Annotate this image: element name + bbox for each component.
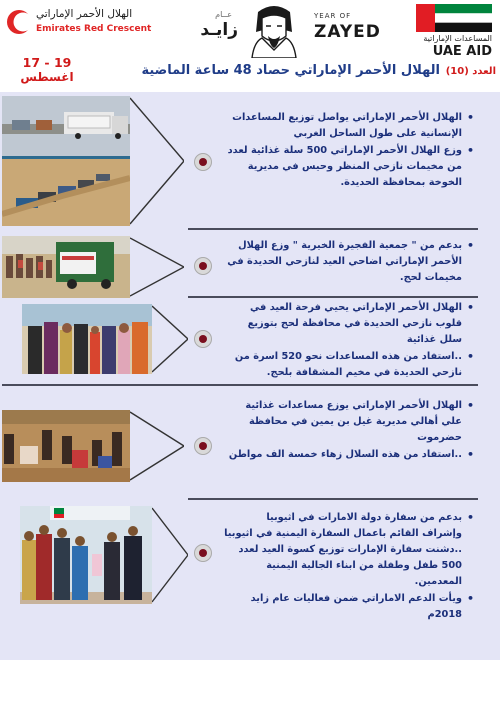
item-5-text bbox=[224, 510, 476, 623]
item-3-bullet-2: • ..استفاد من هذه المساعدات نحو 520 اسرة من نازحي الحديدة في مخيم المشقافة بلحج. bbox=[224, 349, 476, 381]
year-of-zayed-arabic: زايـد bbox=[200, 20, 238, 40]
crescent-icon bbox=[6, 9, 32, 35]
zayed-label: ZAYED bbox=[314, 22, 381, 42]
embassy-group-photo bbox=[20, 506, 152, 604]
year-of-zayed-arabic-small: عــام bbox=[215, 10, 232, 19]
connector-arrow-icon bbox=[130, 96, 184, 226]
uae-flag-icon bbox=[416, 4, 492, 32]
date-month: اغسطس bbox=[20, 70, 74, 84]
divider bbox=[2, 384, 478, 386]
item-3-bullet-1: • الهلال الأحمر الإماراتي يحيي فرحة العيد في قلوب نازحي الحديدة في محافظة لحج بتوزيع سلل غذائية bbox=[224, 300, 476, 348]
year-of-label: YEAR OF bbox=[314, 12, 352, 20]
connector-arrow-icon bbox=[130, 410, 184, 482]
item-1-bullet-2: • وزع الهلال الأحمر الإماراتي 500 سلة غذائية لعدد من مخيمات نازحي المنظر وحيس في مديرية الخوخة بمحافظة الحديدة. bbox=[224, 143, 476, 191]
bullet-dot-icon bbox=[194, 437, 212, 455]
year-of-zayed-english-logo bbox=[314, 12, 386, 46]
bullet-dot-icon bbox=[194, 257, 212, 275]
bullet-dot-icon bbox=[194, 153, 212, 171]
item-3-text bbox=[224, 300, 476, 381]
connector-arrow-icon bbox=[130, 236, 184, 298]
item-2-text bbox=[224, 238, 476, 286]
item-1-text bbox=[224, 110, 476, 191]
red-crescent-arabic-name: الهلال الأحمر الإماراتي bbox=[36, 8, 133, 20]
red-crescent-english-name: Emirates Red Crescent bbox=[36, 24, 152, 34]
item-5-bullet-2: • ويأت الدعم الاماراتي ضمن فعاليات عام زايد 2018م bbox=[224, 591, 476, 623]
item-1-bullet-1: • الهلال الأحمر الإماراتي يواصل توزيع المساعدات الإنسانية على طول الساحل الغربي bbox=[224, 110, 476, 142]
issue-number: العدد (10) bbox=[445, 66, 496, 77]
divider bbox=[188, 228, 478, 230]
divider bbox=[188, 296, 478, 298]
year-of-zayed-arabic-logo bbox=[170, 10, 240, 44]
bullet-dot-icon bbox=[194, 330, 212, 348]
red-crescent-logo bbox=[6, 6, 156, 40]
item-5-bullet-1: • بدعم من سفارة دولة الامارات في اثيوبيا وإشراف القائم باعمال السفارة اليمنية في اثيوبيا ..دشنت سفارة الإمارات توزيع كسوة العيد لعدد 500 طفل وطفلة من ابناء الجالية اليمنية المعدمين. bbox=[224, 510, 476, 590]
item-4-bullet-1: • الهلال الأحمر الإماراتي يوزع مساعدات غذائية علي أهالي مديرية غيل بن يمين في محافظة حضرموت bbox=[224, 398, 476, 446]
item-4-text bbox=[224, 398, 476, 463]
date-block bbox=[14, 55, 80, 84]
uae-aid-english: UAE AID bbox=[432, 44, 492, 59]
item-4-bullet-2: • ..استفاد من هذه السلال زهاء خمسة الف مواطن bbox=[224, 447, 476, 463]
bullet-dot-icon bbox=[194, 544, 212, 562]
connector-arrow-icon bbox=[152, 506, 188, 604]
aid-trucks-convoy-photo bbox=[2, 96, 130, 226]
women-and-children-photo bbox=[22, 304, 152, 374]
sheikh-zayed-portrait-icon bbox=[244, 2, 304, 58]
uae-aid-arabic: المساعدات الإماراتية bbox=[423, 34, 492, 43]
divider bbox=[188, 498, 478, 500]
uae-aid-logo bbox=[412, 4, 496, 60]
connector-arrow-icon bbox=[152, 304, 188, 374]
item-2-bullet-1: • بدعم من " جمعية الفجيرة الخيرية " وزع الهلال الأحمر الإماراتي اضاحي العيد لنازحي الحديدة في مخيمات لحج. bbox=[224, 238, 476, 286]
truck-and-crowd-photo bbox=[2, 236, 130, 298]
page-title: الهلال الأحمر الإماراتي حصاد 48 ساعة الماضية bbox=[141, 63, 440, 78]
village-distribution-photo bbox=[2, 410, 130, 482]
date-range: 17 - 19 bbox=[22, 55, 72, 70]
